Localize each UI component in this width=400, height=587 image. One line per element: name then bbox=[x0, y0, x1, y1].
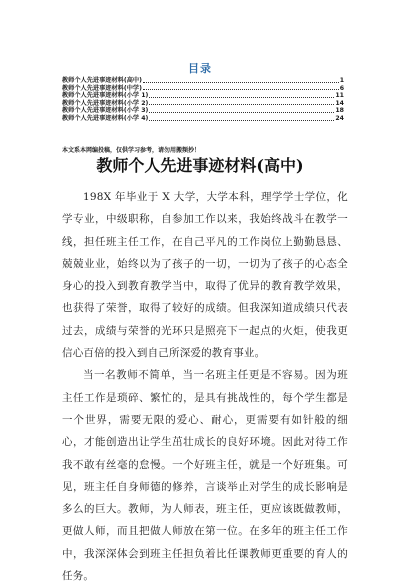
toc-entry[interactable] bbox=[62, 107, 344, 115]
toc-dot-leader bbox=[149, 111, 334, 113]
toc-entry-title: 教师个人先进事迹材料(小学 3) bbox=[62, 107, 149, 115]
copyright-notice: 本文系本网编投稿，仅供学习参考，请勿用搬频抄！ bbox=[62, 147, 201, 154]
toc-heading: 目录 bbox=[188, 62, 212, 75]
toc-entry[interactable] bbox=[62, 77, 344, 85]
toc-entry-page: 11 bbox=[335, 92, 344, 100]
toc-entry-title: 教师个人先进事迹材料(高中) bbox=[62, 77, 142, 84]
toc-dot-leader bbox=[143, 81, 339, 83]
toc-entry-title: 教师个人先进事迹材料(小学 1) bbox=[62, 92, 149, 100]
toc-entry-page: 6 bbox=[339, 84, 344, 92]
toc-dot-leader bbox=[149, 103, 334, 105]
body-paragraph: 当一名教师不简单，当一名班主任更是不容易。因为班主任工作是琐碎、繁忙的，是具有挑战性的，每个学生都是一个世界，需要无限的爱心、耐心，更需要有如针般的细心，才能创造出让学生茁壮成长的良好环境。因此对待工作我不敢有丝毫的怠慢。一个好班主任，就是一个好班集。可见，班主任自身师德的修养，言谈举止对学生的成长影响是多么的巨大。教师，为人师表，班主任，更应该既做教师，更做人师，而且把做人师放在第一位。在多年的班主任工作中，我深深体会到班主任担负着比任课教师更重要的育人的任务。 bbox=[62, 369, 348, 583]
document-title: 教师个人先进事迹材料(高中) bbox=[96, 156, 304, 175]
toc-entry-title: 教师个人先进事迹材料(小学 4) bbox=[62, 114, 149, 122]
toc-dot-leader bbox=[149, 96, 334, 98]
toc-entry-page: 24 bbox=[335, 114, 344, 122]
toc-entry-page: 18 bbox=[335, 107, 344, 115]
toc-entry[interactable] bbox=[62, 115, 344, 123]
toc-entry-page: 1 bbox=[339, 77, 344, 84]
toc-entry[interactable] bbox=[62, 92, 344, 100]
toc-entry-title: 教师个人先进事迹材料(小学 2) bbox=[62, 99, 149, 107]
document-body bbox=[62, 186, 348, 587]
toc-dot-leader bbox=[143, 88, 339, 90]
toc-entry-page: 14 bbox=[335, 99, 344, 107]
toc-entry-title: 教师个人先进事迹材料(中学) bbox=[62, 84, 142, 92]
table-of-contents bbox=[62, 77, 344, 123]
toc-dot-leader bbox=[149, 119, 334, 121]
body-paragraph: 198X 年毕业于 X 大学，大学本科，理学学士学位，化学专业，中级职称，自参加工作以来，我始终战斗在教学一线，担任班主任工作，在自己平凡的工作岗位上勤勤恳恳、兢兢业业，始终以为了孩子的一切，一切为了孩子的心态全身心的投入到教育教学当中，取得了优异的教育教学效果，也获得了荣誉，取得了较好的成绩。但我深知道成绩只代表过去，成绩与荣誉的光环只是照亮下一起点的火炬，使我更信心百倍的投入到自己所深爱的教育事业。 bbox=[62, 191, 348, 360]
